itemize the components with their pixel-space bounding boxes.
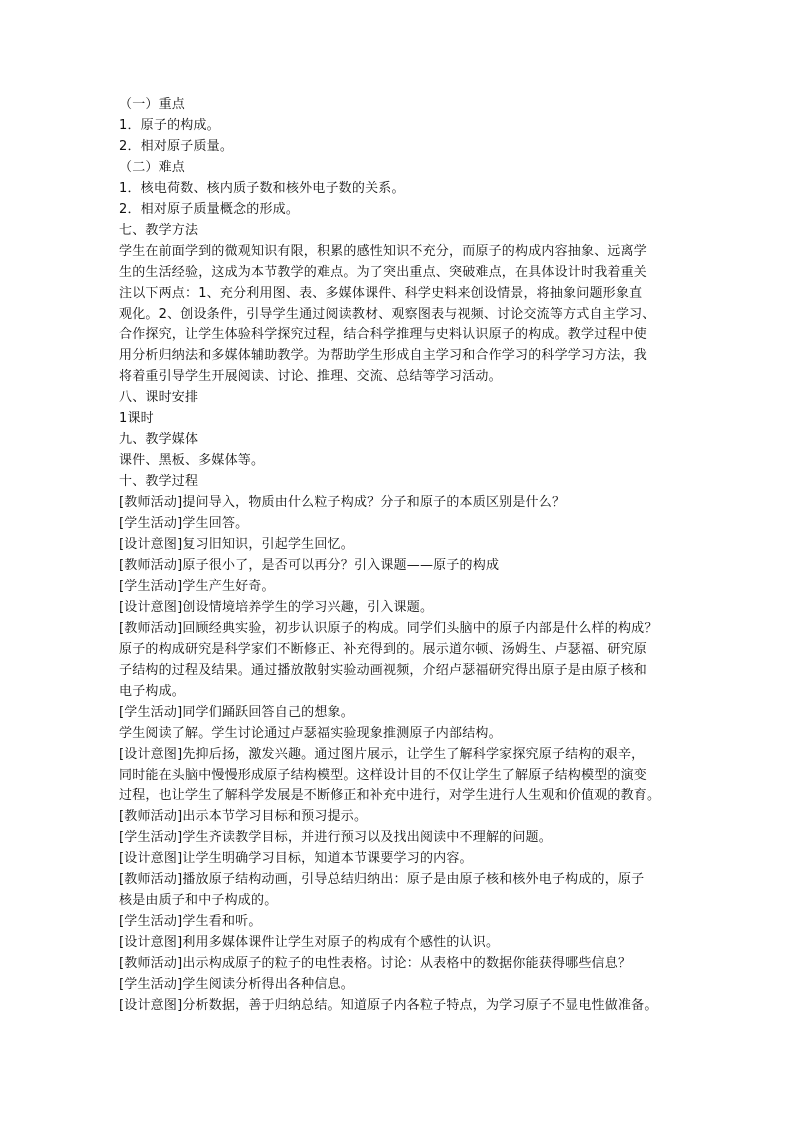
text-line: [学生活动]学生看和听。 [119, 914, 262, 930]
text-line: 用分析归纳法和多媒体辅助教学。为帮助学生形成自主学习和合作学习的科学学习方法，我 [119, 348, 648, 364]
text-line: 核是由质子和中子构成的。 [119, 893, 278, 909]
text-line: 过程，也让学生了解科学发展是不断修正和补充中进行，对学生进行人生观和价值观的教育。 [119, 788, 661, 804]
document-body [119, 95, 679, 1017]
text-line: [设计意图]让学生明确学习目标，知道本节课要学习的内容。 [119, 851, 473, 867]
text-line: [教师活动]回顾经典实验，初步认识原子的构成。同学们头脑中的原子内部是什么样的构成？ [119, 620, 658, 636]
text-line: [学生活动]学生回答。 [119, 516, 249, 532]
text-line: [教师活动]播放原子结构动画，引导总结归纳出：原子是由原子核和核外电子构成的，原子 [119, 872, 645, 888]
text-line: [教师活动]出示本节学习目标和预习提示。 [119, 809, 368, 825]
text-line: 学生阅读了解。学生讨论通过卢瑟福实验现象推测原子内部结构。 [119, 725, 502, 741]
text-line: [教师活动]出示构成原子的粒子的电性表格。讨论：从表格中的数据你能获得哪些信息？ [119, 956, 632, 972]
text-line: 合作探究，让学生体验科学探究过程，结合科学推理与史料认识原子的构成。教学过程中使 [119, 327, 648, 343]
text-line: [教师活动]原子很小了，是否可以再分？引入课题——原子的构成 [119, 557, 500, 573]
text-line: 课件、黑板、多媒体等。 [119, 453, 265, 469]
text-line: 1．核电荷数、核内质子数和核外电子数的关系。 [119, 180, 405, 196]
text-line: [设计意图]创设情境培养学生的学习兴趣，引入课题。 [119, 599, 434, 615]
text-line: [教师活动]提问导入，物质由什么粒子构成？分子和原子的本质区别是什么？ [119, 495, 566, 511]
text-line: [学生活动]学生产生好奇。 [119, 578, 275, 594]
text-line: 生的生活经验，这成为本节教学的难点。为了突出重点、突破难点，在具体设计时我着重关 [119, 264, 648, 280]
text-line: 2．相对原子质量。 [119, 138, 234, 154]
text-line: 电子构成。 [119, 683, 186, 699]
text-line: 原子的构成研究是科学家们不断修正、补充得到的。展示道尔顿、汤姆生、卢瑟福、研究原 [119, 641, 648, 657]
text-line: [设计意图]先抑后扬，激发兴趣。通过图片展示，让学生了解科学家探究原子结构的艰辛， [119, 746, 645, 762]
text-line: 观化。2、创设条件，引导学生通过阅读教材、观察图表与视频、讨论交流等方式自主学习、 [119, 306, 656, 322]
text-line: 八、课时安排 [119, 390, 199, 406]
text-line: 七、教学方法 [119, 222, 199, 238]
text-line: 1．原子的构成。 [119, 117, 220, 133]
text-line: （一）重点 [119, 97, 186, 112]
text-line: 子结构的过程及结果。通过播放散射实验动画视频，介绍卢瑟福研究得出原子是由原子核和 [119, 662, 648, 678]
text-line: 同时能在头脑中慢慢形成原子结构模型。这样设计目的不仅让学生了解原子结构模型的演变 [119, 767, 648, 783]
text-line: （二）难点 [119, 159, 186, 175]
text-line: 十、教学过程 [119, 474, 199, 490]
text-line: 注以下两点：1、充分利用图、表、多媒体课件、科学史料来创设情景，将抽象问题形象直 [119, 285, 643, 301]
text-line: [学生活动]同学们踊跃回答自己的想象。 [119, 704, 354, 720]
text-line: [设计意图]分析数据，善于归纳总结。知道原子内各粒子特点，为学习原子不显电性做准备。 [119, 997, 658, 1013]
text-line: 2．相对原子质量概念的形成。 [119, 201, 300, 217]
text-line: [设计意图]复习旧知识，引起学生回忆。 [119, 537, 354, 553]
text-line: [学生活动]学生齐读教学目标，并进行预习以及找出阅读中不理解的问题。 [119, 830, 552, 846]
text-line: [设计意图]利用多媒体课件让学生对原子的构成有个感性的认识。 [119, 935, 500, 951]
text-line: 将着重引导学生开展阅读、讨论、推理、交流、总结等学习活动。 [119, 369, 502, 385]
text-line: 学生在前面学到的微观知识有限，积累的感性知识不充分，而原子的构成内容抽象、远离学 [119, 243, 648, 259]
text-line: 1课时 [119, 411, 154, 427]
text-line: [学生活动]学生阅读分析得出各种信息。 [119, 977, 354, 993]
text-line: 九、教学媒体 [119, 432, 199, 448]
